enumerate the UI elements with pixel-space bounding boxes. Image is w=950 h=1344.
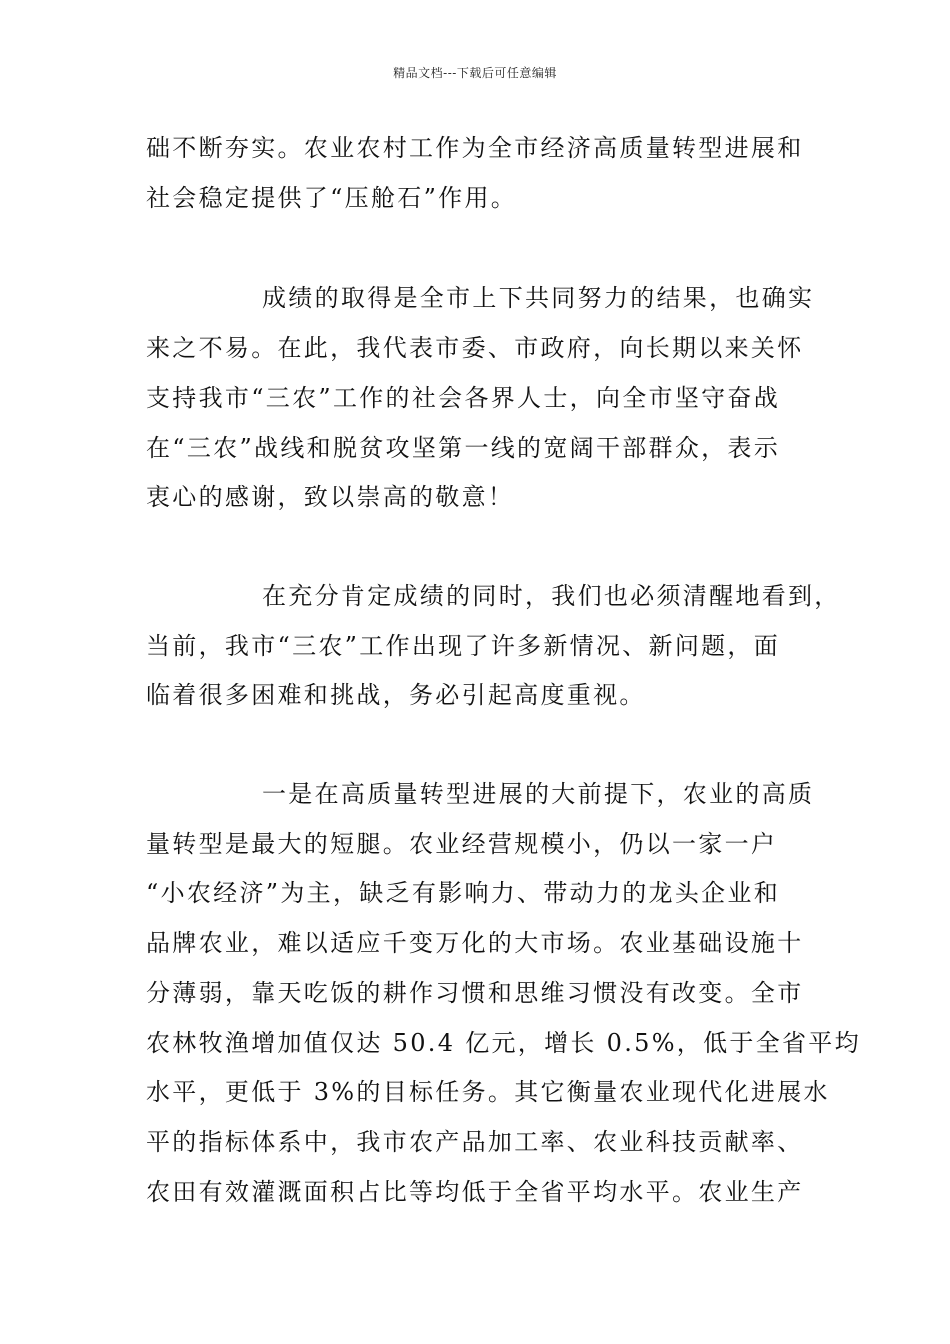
- text-line: “小农经济”为主，缺乏有影响力、带动力的龙头企业和: [146, 879, 781, 907]
- text-line: 成绩的取得是全市上下共同努力的结果，也确实: [262, 284, 815, 312]
- text-line: 农林牧渔增加值仅达 50.4 亿元，增长 0.5%，低于全省平均: [146, 1029, 861, 1057]
- text-line: 衷心的感谢，致以崇高的敬意！: [146, 483, 515, 511]
- text-line: 础不断夯实。农业农村工作为全市经济高质量转型进展和: [146, 134, 804, 162]
- text-line: 分薄弱，靠天吃饭的耕作习惯和思维习惯没有改变。全市: [146, 979, 804, 1007]
- page-header: 精品文档---下载后可任意编辑: [393, 66, 557, 80]
- text-line: 品牌农业，难以适应千变万化的大市场。农业基础设施十: [146, 929, 804, 957]
- text-line: 社会稳定提供了“压舱石”作用。: [146, 184, 518, 212]
- text-line: 一是在高质量转型进展的大前提下，农业的高质: [262, 780, 815, 808]
- text-line: 水平，更低于 3%的目标任务。其它衡量农业现代化进展水: [146, 1078, 830, 1106]
- text-line: 量转型是最大的短腿。农业经营规模小，仍以一家一户: [146, 830, 778, 858]
- text-line: 当前，我市“三农”工作出现了许多新情况、新问题，面: [146, 632, 781, 660]
- text-line: 临着很多困难和挑战，务必引起高度重视。: [146, 681, 646, 709]
- text-line: 来之不易。在此，我代表市委、市政府，向长期以来关怀: [146, 334, 804, 362]
- text-line: 平的指标体系中，我市农产品加工率、农业科技贡献率、: [146, 1128, 804, 1156]
- text-line: 在充分肯定成绩的同时，我们也必须清醒地看到，: [262, 582, 841, 610]
- text-line: 农田有效灌溉面积占比等均低于全省平均水平。农业生产: [146, 1178, 804, 1206]
- text-line: 支持我市“三农”工作的社会各界人士，向全市坚守奋战: [146, 384, 781, 412]
- text-line: 在“三农”战线和脱贫攻坚第一线的宽阔干部群众，表示: [146, 434, 781, 462]
